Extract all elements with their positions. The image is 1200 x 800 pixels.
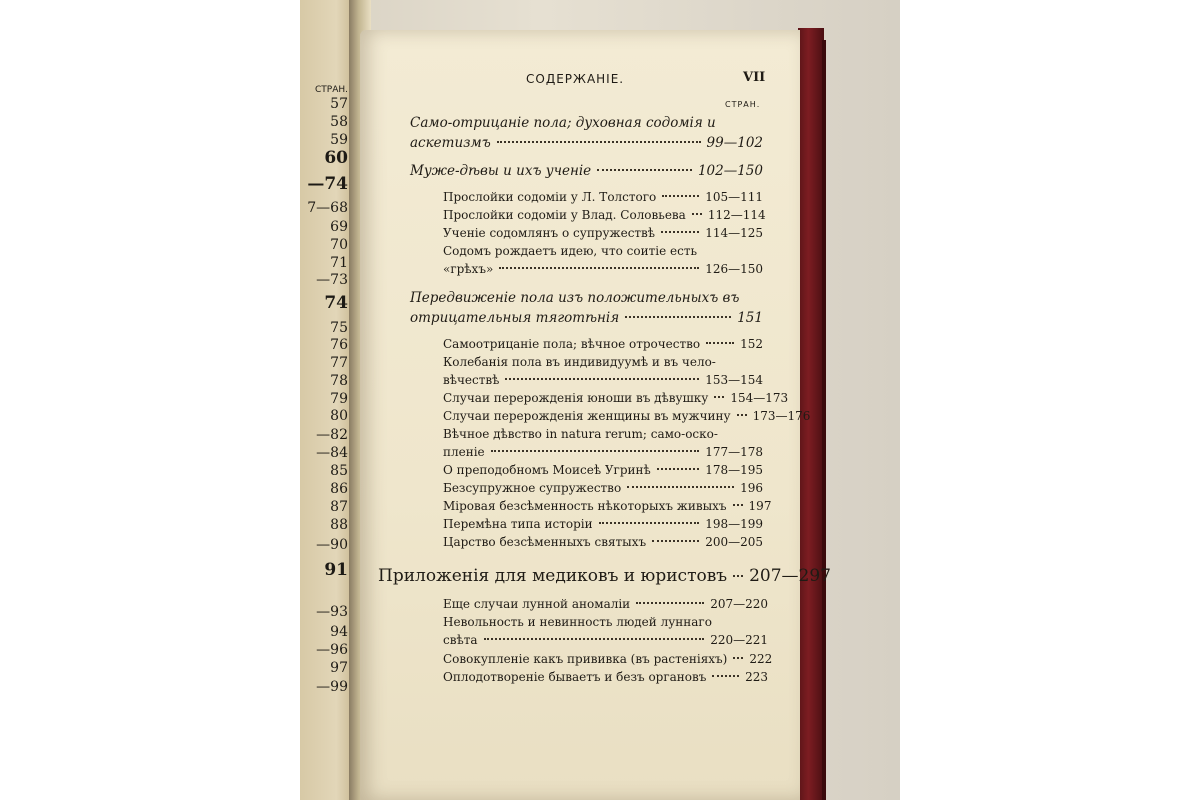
toc-pages: 151 [737, 310, 763, 326]
toc-section [410, 163, 763, 179]
left-stran-label: СТРАН. [315, 85, 348, 95]
leader-dots [491, 450, 700, 452]
leader-dots [661, 231, 699, 233]
left-page-number: 85 [330, 463, 348, 479]
toc-pages: 207—297 [749, 566, 831, 586]
toc-pages: 114—125 [705, 226, 763, 240]
leader-dots [627, 486, 734, 488]
toc-title: Муже-дѣвы и ихъ ученіе [410, 163, 592, 179]
left-page-number: —84 [316, 445, 348, 461]
left-page-number: 70 [330, 237, 348, 253]
leader-dots [737, 414, 747, 416]
toc-pages: 152 [740, 337, 763, 351]
left-page-number: 87 [330, 499, 348, 515]
leader-dots [706, 342, 734, 344]
toc-item [443, 262, 763, 276]
toc-title: Прослойки содоміи у Л. Толстого [443, 190, 657, 204]
toc-pages: 153—154 [705, 373, 763, 387]
toc-item [443, 373, 763, 387]
toc-item [443, 445, 763, 459]
toc-item [443, 670, 768, 684]
leader-dots [662, 195, 699, 197]
toc-title: отрицательныя тяготѣнія [410, 310, 620, 326]
left-page-number: 7—68 [307, 200, 348, 216]
left-page-number: 79 [330, 391, 348, 407]
leader-dots [692, 213, 702, 215]
leader-dots [733, 575, 743, 577]
leader-dots [652, 540, 699, 542]
leader-dots [733, 657, 743, 659]
leader-dots [657, 468, 699, 470]
toc-section [410, 310, 763, 326]
toc-pages: 102—150 [697, 163, 763, 179]
toc-title: Перемѣна типа исторіи [443, 517, 593, 531]
toc-title: Случаи перерожденія юноши въ дѣвушку [443, 391, 709, 405]
leader-dots [714, 396, 724, 398]
left-page-number: —82 [316, 427, 348, 443]
toc-item [443, 463, 763, 477]
toc-item [443, 409, 811, 423]
toc-pages: 197 [748, 499, 772, 513]
toc-item [443, 391, 789, 405]
toc-title: О преподобномъ Моисеѣ Угринѣ [443, 463, 651, 477]
leader-dots [625, 316, 731, 318]
toc-section-line: Передвиженіе пола изъ положительныхъ въ [410, 290, 740, 306]
leader-dots [636, 602, 704, 604]
leader-dots [484, 638, 705, 640]
leader-dots [599, 522, 700, 524]
stran-label: СТРАН. [725, 100, 761, 109]
left-page-number: —96 [316, 642, 348, 658]
page-number: VII [743, 70, 766, 85]
leader-dots [597, 169, 692, 171]
toc-title: «грѣхъ» [443, 262, 494, 276]
left-page-number: 76 [330, 337, 348, 353]
leader-dots [505, 378, 699, 380]
leader-dots [733, 504, 743, 506]
toc-pages: 200—205 [705, 535, 763, 549]
left-page-number: 97 [330, 660, 348, 676]
left-page-number: —74 [307, 174, 348, 194]
toc-pages: 112—114 [707, 208, 766, 222]
toc-pages: 207—220 [710, 597, 768, 611]
toc-pages: 178—195 [705, 463, 763, 477]
toc-item [443, 535, 763, 549]
toc-title: Безсупружное супружество [443, 481, 622, 495]
left-page-number: —93 [316, 604, 348, 620]
left-page-number: —90 [316, 537, 348, 553]
left-page-number: 77 [330, 355, 348, 371]
toc-item [443, 208, 766, 222]
toc-pages: 220—221 [710, 633, 768, 647]
left-page-number: 75 [330, 320, 348, 336]
leader-dots [712, 675, 739, 677]
toc-item-line: Колебанія пола въ индивидуумѣ и въ чело- [443, 355, 716, 369]
toc-pages: 99—102 [706, 135, 763, 151]
left-page-number: 78 [330, 373, 348, 389]
toc-pages: 126—150 [705, 262, 763, 276]
leader-dots [499, 267, 699, 269]
toc-pages: 222 [749, 652, 773, 666]
toc-title: Прослойки содоміи у Влад. Соловьева [443, 208, 686, 222]
toc-item [443, 517, 763, 531]
toc-item [443, 633, 768, 647]
toc-pages: 173—176 [752, 409, 811, 423]
left-page-number: 69 [330, 219, 348, 235]
toc-pages: 223 [745, 670, 768, 684]
toc-item [443, 652, 773, 666]
toc-title: Самоотрицаніе пола; вѣчное отрочество [443, 337, 701, 351]
left-page-number: —99 [316, 679, 348, 695]
toc-title: свѣта [443, 633, 478, 647]
page-title: СОДЕРЖАНІЕ. [526, 72, 625, 86]
left-page-number: 86 [330, 481, 348, 497]
toc-title: Царство безсѣменныхъ святыхъ [443, 535, 647, 549]
toc-pages: 177—178 [705, 445, 763, 459]
toc-title: Совокупленіе какъ прививка (въ растеніяхъ) [443, 652, 728, 666]
left-page-number: 94 [330, 624, 348, 640]
book-cover-shadow [822, 40, 826, 800]
toc-section [410, 135, 763, 151]
toc-section-line: Само-отрицаніе пола; духовная содомія и [410, 115, 716, 131]
toc-title: аскетизмъ [410, 135, 491, 151]
toc-title: Случаи перерожденія женщины въ мужчину [443, 409, 731, 423]
left-page-number: 59 [330, 132, 348, 148]
toc-title: Приложенія для медиковъ и юристовъ [378, 566, 728, 586]
left-page-number: 60 [324, 148, 348, 168]
toc-pages: 198—199 [705, 517, 763, 531]
left-page-number: 91 [324, 560, 348, 580]
left-page-number: 74 [324, 293, 348, 313]
left-page-number: 88 [330, 517, 348, 533]
toc-title: вѣчествѣ [443, 373, 500, 387]
toc-pages: 196 [740, 481, 763, 495]
toc-item [443, 499, 772, 513]
toc-title: Міровая безсѣменность нѣкоторыхъ живыхъ [443, 499, 727, 513]
toc-item-line: Вѣчное дѣвство in natura rerum; само-оско- [443, 427, 718, 441]
leader-dots [497, 141, 701, 143]
toc-pages: 105—111 [705, 190, 763, 204]
toc-item [443, 337, 763, 351]
toc-part [378, 566, 831, 586]
toc-item-line: Содомъ рождаетъ идею, что соитіе есть [443, 244, 697, 258]
toc-title: Ученіе содомлянъ о супружествѣ [443, 226, 656, 240]
toc-title: пленіе [443, 445, 485, 459]
toc-pages: 154—173 [730, 391, 789, 405]
toc-item [443, 481, 763, 495]
toc-item [443, 597, 768, 611]
left-page-number: 58 [330, 114, 348, 130]
toc-title: Оплодотвореніе бываетъ и безъ органовъ [443, 670, 707, 684]
left-page-number: —73 [316, 272, 348, 288]
left-page-number: 80 [330, 408, 348, 424]
left-page-number: 71 [330, 255, 348, 271]
left-page-number: 57 [330, 96, 348, 112]
toc-title: Еще случаи лунной аномаліи [443, 597, 631, 611]
toc-item-line: Невольность и невинность людей луннаго [443, 615, 712, 629]
toc-item [443, 190, 763, 204]
toc-item [443, 226, 763, 240]
